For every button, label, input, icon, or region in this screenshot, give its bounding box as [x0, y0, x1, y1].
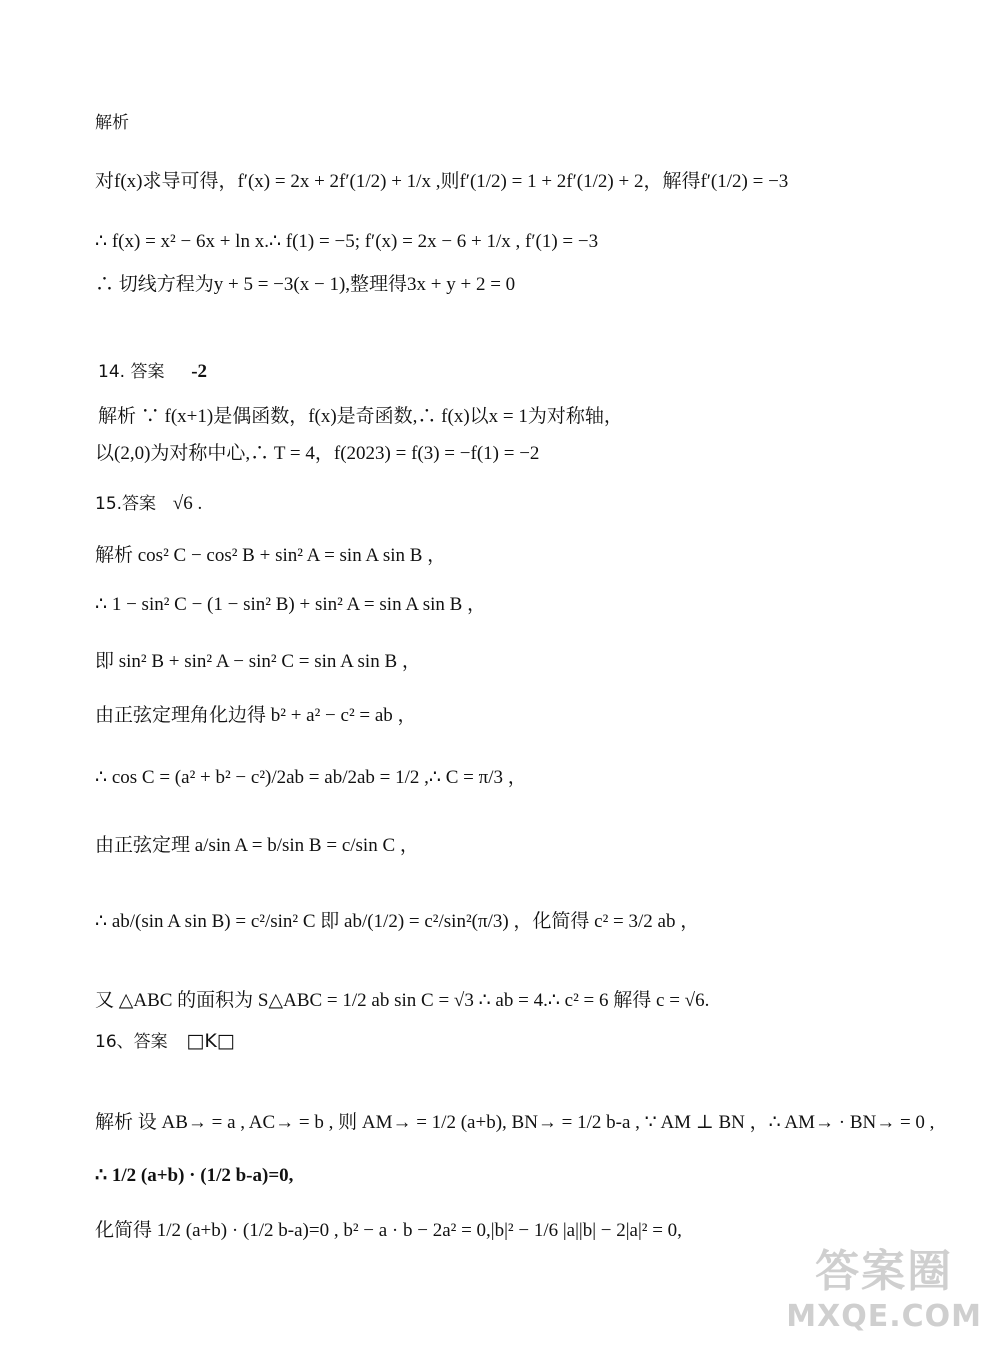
q15-line-5: ∴ cos C = (a² + b² − c²)/2ab = ab/2ab = 1/2 ,∴ C = π/3 ，	[95, 767, 527, 788]
q15-line-6: 由正弦定理 a/sin A = b/sin B = c/sin C ，	[95, 835, 419, 856]
q14-header	[98, 362, 207, 381]
q16-line-3: 化简得 1/2 (a+b) · (1/2 b-a)=0 , b² − a · b − 2a² = 0,|b|² − 1/6 |a||b| − 2|a|² = 0,	[95, 1220, 682, 1241]
watermark-bottom-text: MXQE.COM	[786, 1299, 982, 1334]
q15-header-label: 15.答案	[95, 494, 157, 514]
q13-line-3: ∴ 切线方程为y + 5 = −3(x − 1),整理得3x + y + 2 = 0	[95, 274, 516, 295]
q15-line-4: 由正弦定理角化边得 b² + a² − c² = ab ，	[95, 705, 417, 726]
q16-line-1: 解析 设 AB→ = a , AC→ = b , 则 AM→ = 1/2 (a+b), BN→ = 1/2 b-a , ∵ AM ⊥ BN ，∴ AM→ · BN→ = 0 ,	[95, 1112, 935, 1133]
q15-header	[95, 494, 202, 513]
q13-line-1: 对f(x)求导可得，f′(x) = 2x + 2f′(1/2) + 1/x ,则f′(1/2) = 1 + 2f′(1/2) + 2，解得f′(1/2) = −3	[95, 171, 789, 192]
q16-header	[95, 1032, 235, 1051]
q15-line-2: ∴ 1 − sin² C − (1 − sin² B) + sin² A = sin A sin B ，	[95, 594, 487, 615]
q16-answer: □K□	[186, 1030, 235, 1052]
q15-line-8: 又 △ABC 的面积为 S△ABC = 1/2 ab sin C = √3 ∴ ab = 4.∴ c² = 6 解得 c = √6.	[95, 990, 710, 1011]
q16-header-label: 16、答案	[95, 1032, 168, 1052]
q15-line-3: 即 sin² B + sin² A − sin² C = sin A sin B ，	[95, 651, 421, 672]
q14-answer: -2	[191, 361, 208, 382]
q13-label: 解析	[95, 113, 129, 133]
q15-line-1: 解析 cos² C − cos² B + sin² A = sin A sin B ，	[95, 545, 447, 566]
q14-header-label: 14. 答案	[98, 362, 165, 382]
q15-line-7: ∴ ab/(sin A sin B) = c²/sin² C 即 ab/(1/2) = c²/sin²(π/3) ，化简得 c² = 3/2 ab ，	[95, 911, 700, 932]
q14-line-1: 解析 ∵ f(x+1)是偶函数，f(x)是奇函数,∴ f(x)以x = 1为对称轴，	[98, 406, 623, 427]
watermark-logo	[786, 1235, 982, 1334]
q15-answer: √6 .	[172, 493, 203, 514]
watermark-top-text: 答案圈	[815, 1246, 954, 1297]
q16-line-2: ∴ 1/2 (a+b) · (1/2 b-a)=0,	[95, 1165, 294, 1186]
q13-line-2: ∴ f(x) = x² − 6x + ln x.∴ f(1) = −5; f′(x) = 2x − 6 + 1/x , f′(1) = −3	[95, 231, 599, 252]
q14-line-2: 以(2,0)为对称中心,∴ T = 4，f(2023) = f(3) = −f(1) = −2	[95, 443, 540, 464]
